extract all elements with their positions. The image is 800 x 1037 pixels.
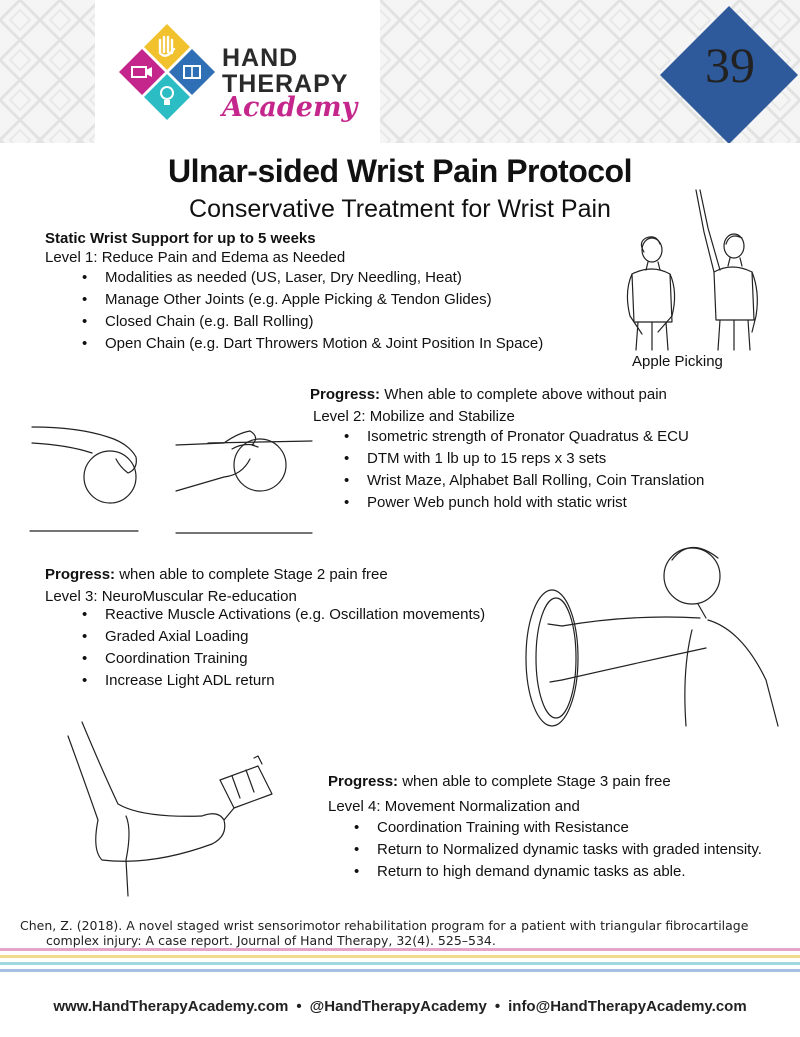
decorative-stripes — [0, 948, 800, 978]
progress-text: when able to complete Stage 2 pain free — [115, 566, 388, 583]
list-item: • Power Web punch hold with static wrist — [342, 493, 704, 515]
ball-rolling-figure — [28, 415, 318, 540]
logo-text-therapy: THERAPY — [222, 70, 349, 98]
section1-level: Level 1: Reduce Pain and Edema as Needed — [45, 249, 346, 266]
list-item: • Manage Other Joints (e.g. Apple Picking & Tendon Glides) — [80, 290, 543, 312]
list-item: • Return to high demand dynamic tasks as able. — [352, 862, 762, 884]
logo-mark-icon — [118, 22, 216, 120]
citation-line-2: complex injury: A case report. Journal of Hand Therapy, 32(4). 525–534. — [46, 933, 496, 948]
section3-progress — [45, 565, 388, 585]
progress-text: when able to complete Stage 3 pain free — [398, 773, 671, 790]
list-item: • Coordination Training with Resistance — [352, 818, 762, 840]
page-subtitle: Conservative Treatment for Wrist Pain — [189, 195, 611, 223]
list-item: • Reactive Muscle Activations (e.g. Oscillation movements) — [80, 605, 485, 627]
oscillation-figure — [522, 530, 792, 730]
page-number: 39 — [705, 37, 755, 93]
progress-label: Progress: — [328, 773, 399, 790]
footer-social-link[interactable]: @HandTherapyAcademy — [309, 998, 487, 1015]
page-title: Ulnar-sided Wrist Pain Protocol — [168, 153, 632, 189]
logo-text-academy: Academy — [222, 92, 358, 123]
citation — [20, 918, 790, 948]
power-web-figure — [62, 720, 282, 900]
section4-level: Level 4: Movement Normalization and — [328, 798, 580, 815]
progress-label: Progress: — [45, 566, 116, 583]
logo-text-hand: HAND — [222, 44, 299, 72]
section2-list — [342, 427, 704, 515]
list-item: • Open Chain (e.g. Dart Throwers Motion & Joint Position In Space) — [80, 334, 543, 356]
footer — [0, 998, 800, 1015]
section3-list — [80, 605, 485, 693]
list-item: • Closed Chain (e.g. Ball Rolling) — [80, 312, 543, 334]
section1-heading: Static Wrist Support for up to 5 weeks — [45, 230, 316, 247]
section4-progress — [328, 772, 671, 792]
footer-separator: • — [494, 998, 501, 1015]
progress-label: Progress: — [310, 386, 381, 403]
header-band — [0, 0, 800, 143]
section1-list — [80, 268, 543, 356]
footer-email-link[interactable]: info@HandTherapyAcademy.com — [508, 998, 747, 1015]
footer-website-link[interactable]: www.HandTherapyAcademy.com — [53, 998, 289, 1015]
list-item: • DTM with 1 lb up to 15 reps x 3 sets — [342, 449, 704, 471]
list-item: • Isometric strength of Pronator Quadratus & ECU — [342, 427, 704, 449]
citation-line-1: Chen, Z. (2018). A novel staged wrist sensorimotor rehabilitation program for a patient with triangular fibrocartilage — [20, 918, 749, 933]
section2-level: Level 2: Mobilize and Stabilize — [313, 408, 515, 425]
progress-text: When able to complete above without pain — [380, 386, 667, 403]
footer-separator: • — [296, 998, 302, 1015]
apple-picking-figure — [612, 182, 772, 352]
list-item: • Wrist Maze, Alphabet Ball Rolling, Coin Translation — [342, 471, 704, 493]
section4-list — [352, 818, 762, 884]
section2-progress — [310, 385, 667, 405]
list-item: • Modalities as needed (US, Laser, Dry Needling, Heat) — [80, 268, 543, 290]
list-item: • Coordination Training — [80, 649, 485, 671]
list-item: • Increase Light ADL return — [80, 671, 485, 693]
list-item: • Graded Axial Loading — [80, 627, 485, 649]
section3-level: Level 3: NeuroMuscular Re-education — [45, 588, 297, 605]
list-item: • Return to Normalized dynamic tasks with graded intensity. — [352, 840, 762, 862]
apple-picking-caption: Apple Picking — [632, 353, 723, 370]
